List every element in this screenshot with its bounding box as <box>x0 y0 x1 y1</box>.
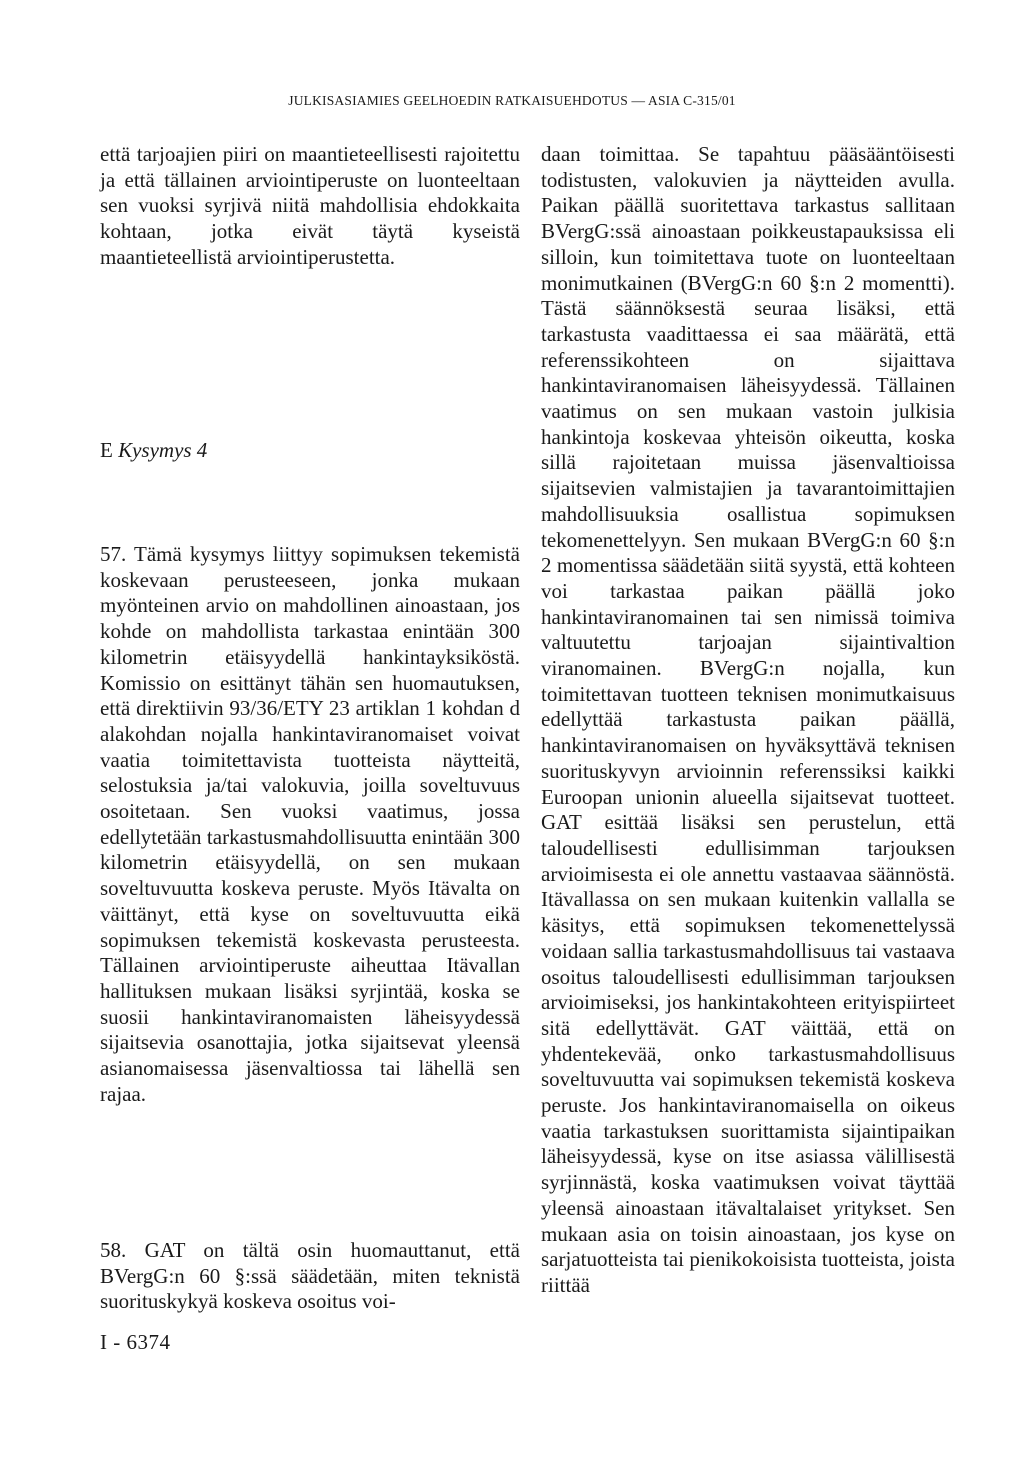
left-column-intro <box>100 142 520 271</box>
left-column-bottom <box>100 1238 520 1315</box>
right-column <box>541 142 955 1299</box>
left-column-body <box>100 542 520 1107</box>
intro-paragraph: että tarjoajien piiri on maantieteellisesti rajoitettu ja että tällainen arviointiperuste on luonteeltaan sen vuoksi syrjivä niitä mahdollisia ehdokkaita kohtaan, jotka eivät täytä kyseistä maantieteellistä arviointiperustetta. <box>100 142 520 269</box>
page-number: I - 6374 <box>100 1330 171 1354</box>
running-head: JULKISASIAMIES GEELHOEDIN RATKAISUEHDOTUS — ASIA C-315/01 <box>288 93 736 108</box>
section-letter: E <box>100 438 113 462</box>
section-heading <box>100 438 207 463</box>
paragraph-57: 57. Tämä kysymys liittyy sopimuksen tekemistä koskevaan perusteeseen, jonka mukaan myönteinen arvio on mahdollinen ainoastaan, jos kohde on mahdollista tarkastaa enintään 300 kilometrin etäisyydellä hankintayksiköstä. Komissio on esittänyt tähän sen huomautuksen, että direktiivin 93/36/ETY 23 artiklan 1 kohdan d alakohdan nojalla hankintaviranomaiset voivat vaatia toimitettavista tuotteista näytteitä, selostuksia ja/tai valokuvia, joilla soveltuvuus osoitetaan. Sen vuoksi vaatimus, jossa edellytetään tarkastusmahdollisuutta enintään 300 kilometrin etäisyydellä, on sen mukaan soveltuvuutta koskeva peruste. Myös Itävalta on väittänyt, että kyse on soveltuvuutta eikä sopimuksen tekemistä koskevasta perusteesta. Tällainen arviointiperuste aiheuttaa Itävallan hallituksen mukaan lisäksi syrjintää, koska se suosii hankintaviranomaisten läheisyydessä sijaitsevia osanottajia, jotka sijaitsevat yleensä asianomaisessa jäsenvaltiossa tai lähellä sen rajaa. <box>100 542 520 1106</box>
right-column-paragraph: daan toimittaa. Se tapahtuu pääsääntöisesti todistusten, valokuvien ja näytteiden avulla. Paikan päällä suoritettava tarkastus sallitaan BVergG:ssä ainoastaan poikkeustapauksissa eli silloin, kun toimitettava tuote on luonteeltaan monimutkainen (BVergG:n 60 §:n 2 momentti). Tästä säännöksestä seuraa lisäksi, että tarkastusta vaadittaessa ei saa määrätä, että referenssikohteen on sijaittava hankintaviranomaisen läheisyydessä. Tällainen vaatimus on sen mukaan vastoin julkisia hankintoja koskevaa yhteisön oikeutta, koska sillä rajoitetaan muissa jäsenvaltioissa sijaitsevien valmistajien ja tavarantoimittajien mahdollisuuksia osallistua sopimuksen tekomenettelyyn. Sen mukaan BVergG:n 60 §:n 2 momentissa säädetään siitä syystä, että kohteen voi tarkastaa paikan päällä joko hankintaviranomainen tai sen nimissä toimiva valtuutettu tarjoajan sijaintivaltion viranomainen. BVergG:n nojalla, kun toimitettavan tuotteen teknisen monimutkaisuus edellyttää tarkastusta paikan päällä, hankintaviranomaisen on hyväksyttävä teknisen suorituskyvyn arvioinnin referenssiksi kaikki Euroopan unionin alueella sijaitsevat tuotteet. GAT esittää lisäksi sen perustelun, että taloudellisesti edullisimman tarjouksen arvioimisesta ei ole annettu vastaavaa säännöstä. Itävallassa on sen mukaan kuitenkin vallalla se käsitys, että sopimuksen tekomenettelyssä voidaan sallia tarkastusmahdollisuus tai vastaava osoitus taloudellisesti edullisimman tarjouksen arvioimiseksi, jos hankintakohteen erityispiirteet sitä edellyttävät. GAT väittää, että on yhdentekevää, onko tarkastusmahdollisuus soveltuvuutta vai sopimuksen tekemistä koskeva peruste. Jos hankintaviranomaisella on oikeus vaatia tarkastuksen suorittamista sijaintipaikan läheisyydessä, kyse on itse asiassa välillisestä syrjinnästä, koska vaatimuksen voivat täyttää yleensä ainoastaan itävaltalaiset yritykset. Sen mukaan asia on toisin ainoastaan, jos kyse on sarjatuotteista tai pienikokoisista tuotteista, joista riittää <box>541 142 955 1297</box>
paragraph-58: 58. GAT on tältä osin huomauttanut, että BVergG:n 60 §:ssä säädetään, miten teknistä suorituskykyä koskeva osoitus voi- <box>100 1238 520 1314</box>
section-title: Kysymys 4 <box>118 438 208 462</box>
